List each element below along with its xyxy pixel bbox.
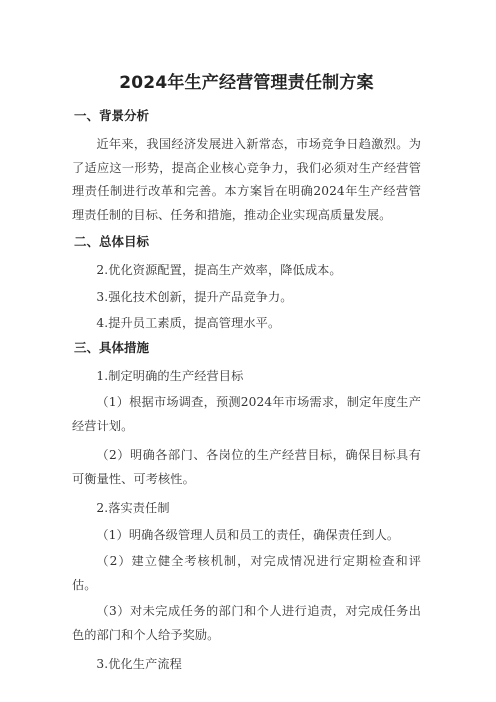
goal-item: 2.优化资源配置，提高生产效率，降低成本。	[96, 263, 342, 277]
measure-subitem: （1）根据市场调查，预测2024年市场需求，制定年度生产经营计划。	[72, 395, 421, 433]
measure-subitem: （3）对未完成任务的部门和个人进行追责，对完成任务出色的部门和个人给予奖励。	[72, 604, 421, 642]
measure-subitem: （1）明确各级管理人员和员工的责任，确保责任到人。	[96, 527, 400, 542]
background-paragraph: 近年来，我国经济发展进入新常态，市场竞争日趋激烈。为了适应这一形势，提高企业核心竞争力，我们必须对生产经营管理责任制进行改革和完善。本方案旨在明确2024年生产经营管理责任制的目标、任务和措施，推动企业实现高质量发展。	[72, 137, 421, 222]
section-heading-measures: 三、具体措施	[74, 339, 150, 355]
measure-subitem: （2）建立健全考核机制，对完成情况进行定期检查和评估。	[72, 554, 421, 592]
document-title: 2024年生产经营管理责任制方案	[119, 73, 374, 93]
goal-item: 3.强化技术创新，提升产品竞争力。	[96, 289, 293, 304]
section-heading-goals: 二、总体目标	[74, 234, 150, 249]
measure-item: 2.落实责任制	[96, 501, 170, 515]
section-heading-background: 一、背景分析	[74, 108, 150, 123]
goal-item: 4.提升员工素质，提高管理水平。	[96, 316, 281, 330]
measure-item: 3.优化生产流程	[96, 657, 182, 671]
measure-subitem: （2）明确各部门、各岗位的生产经营目标，确保目标具有可衡量性、可考核性。	[72, 448, 421, 486]
measure-item: 1.制定明确的生产经营目标	[96, 368, 244, 383]
